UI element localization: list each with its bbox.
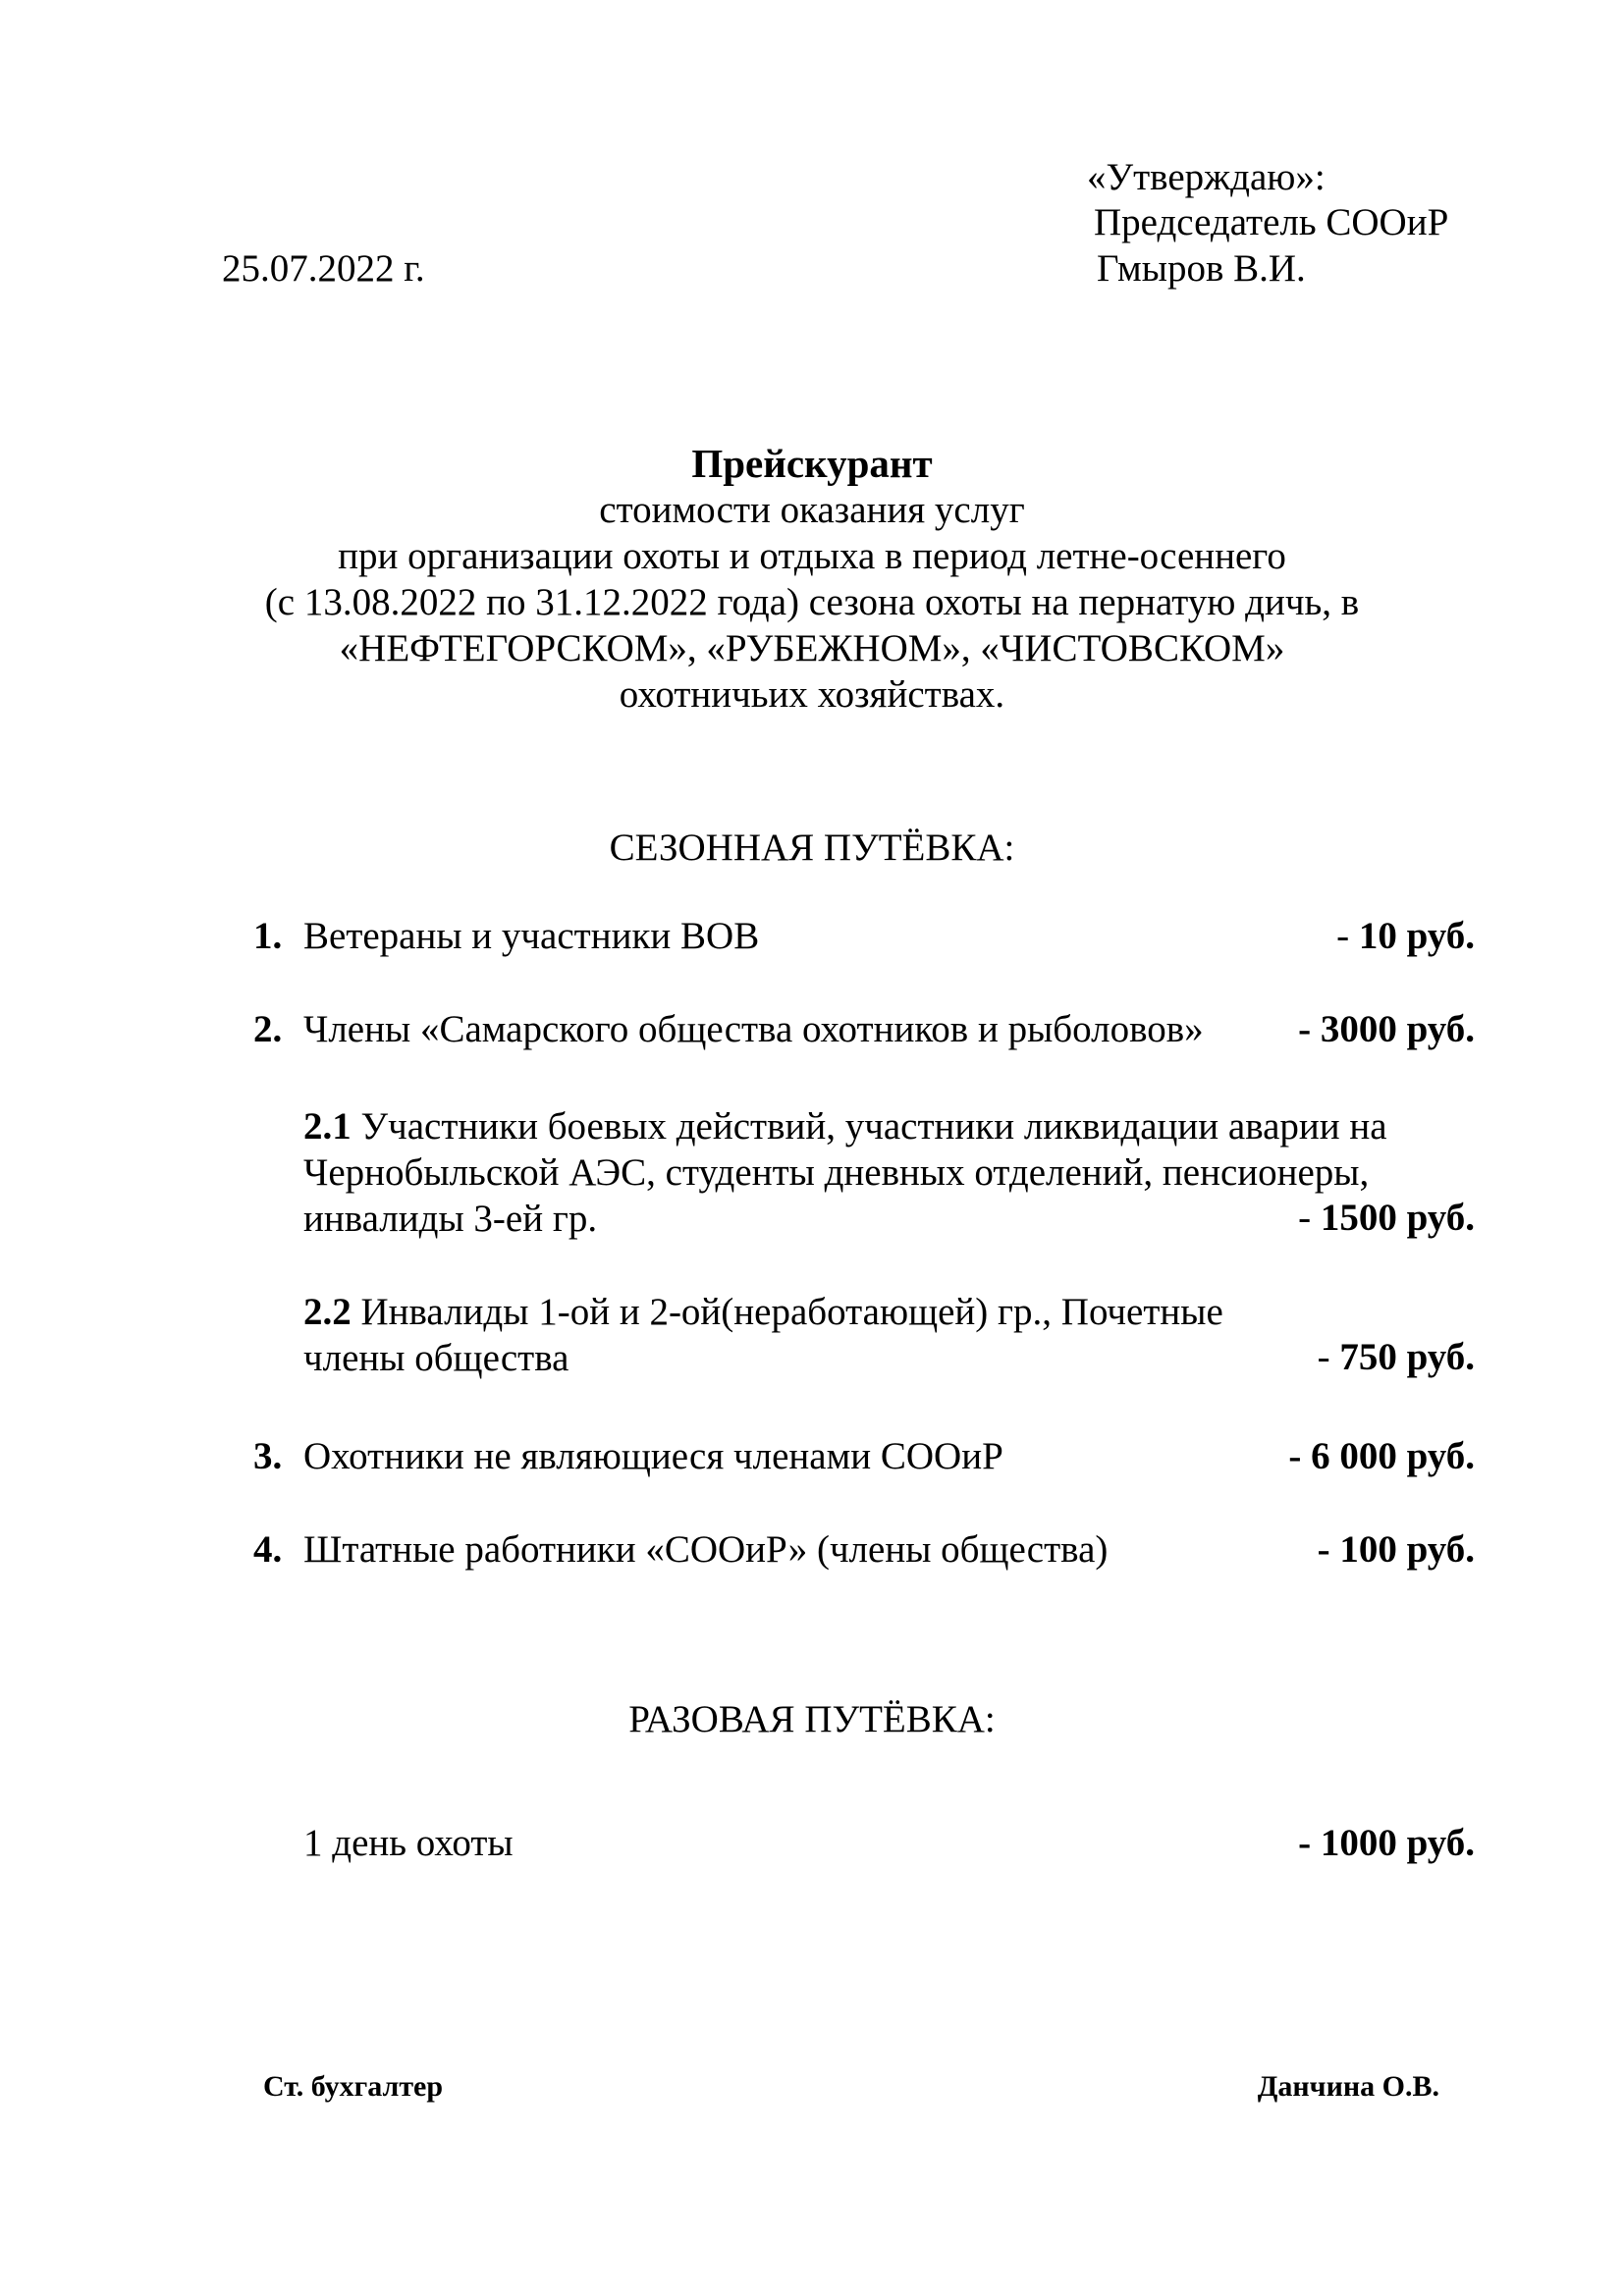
single-heading: РАЗОВАЯ ПУТЁВКА:	[628, 1698, 996, 1740]
title-block	[147, 441, 1477, 718]
subitem-text-line: Участники боевых действий, участники ликвидации аварии на	[360, 1105, 1387, 1148]
single-day-text: 1 день охоты	[303, 1822, 514, 1864]
title-line-4: «НЕФТЕГОРСКОМ», «РУБЕЖНОМ», «ЧИСТОВСКОМ»	[339, 627, 1285, 669]
item-price	[1318, 1335, 1475, 1381]
chairman-title: Председатель СООиР	[1094, 201, 1449, 243]
item-text: Штатные работники «СООиР» (члены общества)	[303, 1528, 1109, 1571]
document-title: Прейскурант	[691, 441, 933, 486]
item-number: 2.	[253, 1008, 283, 1050]
item-number: 1.	[253, 915, 283, 957]
item-text: Ветераны и участники ВОВ	[303, 915, 760, 957]
chairman-name: Гмыров В.И.	[1097, 247, 1306, 290]
subitem-text-line: инвалиды 3-ей гр.	[303, 1198, 598, 1240]
item-text: Охотники не являющиеся членами СООиР	[303, 1435, 1003, 1477]
item-price	[1298, 1007, 1475, 1053]
single-day-price	[1298, 1821, 1475, 1867]
subitem-number: 2.2	[303, 1291, 352, 1333]
approval-label: «Утверждаю»:	[1087, 156, 1326, 198]
price-dash: -	[1298, 1008, 1321, 1050]
item-price	[1336, 914, 1475, 960]
subitem-text-line: Инвалиды 1-ой и 2-ой(неработающей) гр., Почетные	[360, 1291, 1223, 1333]
price-value: 750 руб.	[1339, 1336, 1475, 1378]
price-dash: -	[1317, 1336, 1340, 1378]
title-line-3: (с 13.08.2022 по 31.12.2022 года) сезона охоты на пернатую дичь, в	[264, 581, 1360, 623]
item-number: 3.	[253, 1435, 283, 1477]
price-value: - 1000 руб.	[1298, 1822, 1475, 1864]
document-date: 25.07.2022 г.	[222, 247, 425, 290]
title-line-2: при организации охоты и отдыха в период летне-осеннего	[338, 535, 1286, 577]
subitem-number: 2.1	[303, 1105, 352, 1148]
item-price	[1288, 1434, 1475, 1480]
subitem-2-2	[303, 1289, 1482, 1381]
title-line-5: охотничьих хозяйствах.	[619, 673, 1005, 716]
accountant-role: Ст. бухгалтер	[263, 2070, 444, 2103]
subitem-text-line: члены общества	[303, 1337, 569, 1379]
accountant-name: Данчина О.В.	[1257, 2070, 1439, 2103]
price-value: 3000 руб.	[1320, 1008, 1475, 1050]
price-dash: -	[1298, 1197, 1321, 1239]
price-dash: -	[1336, 915, 1359, 957]
seasonal-heading: СЕЗОННАЯ ПУТЁВКА:	[609, 827, 1015, 869]
price-value: - 6 000 руб.	[1288, 1435, 1475, 1477]
price-value: 10 руб.	[1358, 915, 1475, 957]
title-line-1: стоимости оказания услуг	[599, 489, 1025, 531]
price-value: 1500 руб.	[1320, 1197, 1475, 1239]
item-price	[1318, 1527, 1475, 1574]
subitem-text-line: Чернобыльской АЭС, студенты дневных отделений, пенсионеры,	[303, 1151, 1370, 1194]
item-price	[1298, 1196, 1475, 1242]
item-text: Члены «Самарского общества охотников и рыболовов»	[303, 1008, 1204, 1050]
item-number: 4.	[253, 1528, 283, 1571]
price-value: - 100 руб.	[1317, 1528, 1475, 1571]
